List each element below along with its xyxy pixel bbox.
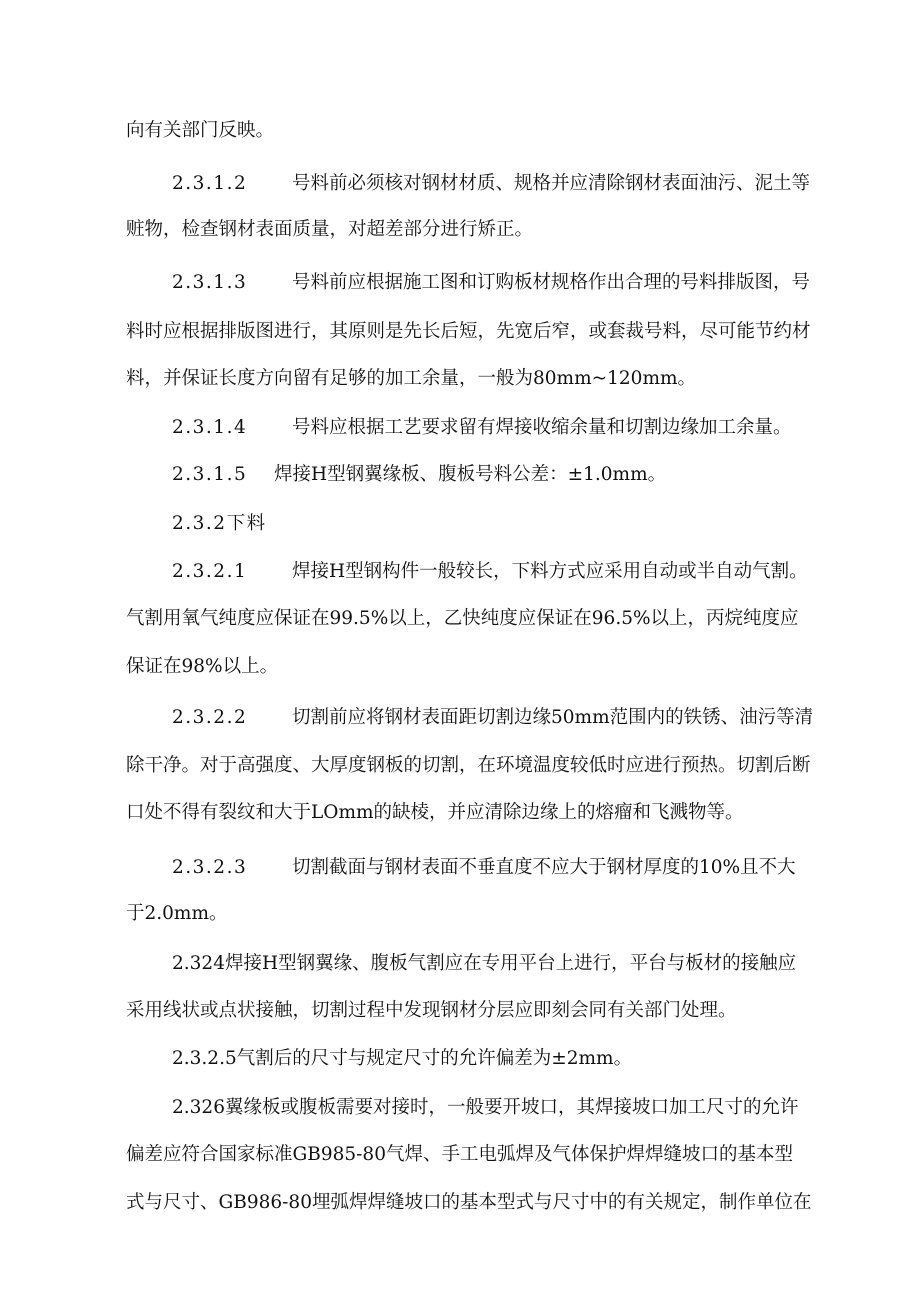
text-line — [0, 1047, 920, 1087]
text-line — [0, 801, 920, 841]
paragraph-text: 焊接H型钢构件一般较长，下料方式应采用自动或半自动气割。 — [292, 561, 808, 582]
paragraph-text: 号料前必须核对钢材材质、规格并应清除钢材表面油污、泥土等 — [292, 173, 811, 194]
paragraph-text: 2.326翼缘板或腹板需要对接时，一般要开坡口，其焊接坡口加工尺寸的允许 — [172, 1097, 799, 1118]
paragraph-text: 料时应根据排版图进行，其原则是先长后短，先宽后窄，或套裁号料，尽可能节约材 — [126, 321, 811, 342]
paragraph-text: 采用线状或点状接触，切割过程中发现钢材分层应即刻会同有关部门处理。 — [126, 1000, 737, 1021]
paragraph-text: 赃物，检查钢材表面质量，对超差部分进行矫正。 — [126, 219, 534, 240]
text-line — [0, 1191, 920, 1231]
text-line — [0, 320, 920, 360]
text-line — [0, 1143, 920, 1183]
paragraph-text: 偏差应符合国家标准GB985-80气焊、手工电弧焊及气体保护焊焊缝坡口的基本型 — [126, 1144, 793, 1165]
text-line — [0, 856, 920, 896]
text-line — [0, 902, 920, 942]
section-heading — [0, 512, 920, 552]
text-line — [0, 952, 920, 992]
text-line — [0, 218, 920, 258]
paragraph-text: 向有关部门反映。 — [126, 120, 275, 141]
paragraph-text: 号料应根据工艺要求留有焊接收缩余量和切割边缘加工余量。 — [292, 417, 792, 438]
clause-number: 2.3.1.2 — [172, 173, 248, 194]
section-heading-text: 2.3.2下料 — [172, 513, 267, 534]
paragraph-text: 2.3.2.5气割后的尺寸与规定尺寸的允许偏差为±2mm。 — [172, 1048, 633, 1069]
text-line — [0, 655, 920, 695]
text-line — [0, 271, 920, 311]
paragraph-text: 焊接H型钢翼缘板、腹板号料公差：±1.0mm。 — [274, 464, 667, 485]
paragraph-text: 口处不得有裂纹和大于LOmm的缺棱，并应清除边缘上的熔瘤和飞溅物等。 — [126, 802, 744, 823]
text-line — [0, 119, 920, 159]
paragraph-text: 切割截面与钢材表面不垂直度不应大于钢材厚度的10%且不大 — [292, 857, 796, 878]
text-line — [0, 1096, 920, 1136]
text-line — [0, 463, 920, 503]
paragraph-text: 保证在98%以上。 — [126, 656, 279, 677]
paragraph-text: 料，并保证长度方向留有足够的加工余量，一般为80mm~120mm。 — [126, 368, 697, 389]
clause-number: 2.3.1.5 — [172, 464, 248, 485]
paragraph-text: 除干净。对于高强度、大厚度钢板的切割，在环境温度较低时应进行预热。切割后断 — [126, 755, 811, 776]
text-line — [0, 560, 920, 600]
text-line — [0, 367, 920, 407]
paragraph-text: 号料前应根据施工图和订购板材规格作出合理的号料排版图，号 — [292, 272, 811, 293]
paragraph-text: 气割用氧气纯度应保证在99.5%以上，乙快纯度应保证在96.5%以上，丙烷纯度应 — [126, 608, 799, 629]
text-line — [0, 416, 920, 456]
text-line — [0, 172, 920, 212]
text-line — [0, 706, 920, 746]
paragraph-text: 式与尺寸、GB986-80埋弧焊焊缝坡口的基本型式与尺寸中的有关规定，制作单位在 — [126, 1192, 812, 1213]
clause-number: 2.3.1.4 — [172, 417, 248, 438]
text-line — [0, 607, 920, 647]
paragraph-text: 切割前应将钢材表面距切割边缘50mm范围内的铁锈、油污等清 — [292, 707, 814, 728]
text-line — [0, 754, 920, 794]
paragraph-text: 2.324焊接H型钢翼缘、腹板气割应在专用平台上进行，平台与板材的接触应 — [172, 953, 797, 974]
text-line — [0, 999, 920, 1039]
paragraph-text: 于2.0mm。 — [126, 903, 228, 924]
clause-number: 2.3.2.1 — [172, 561, 248, 582]
clause-number: 2.3.1.3 — [172, 272, 248, 293]
clause-number: 2.3.2.3 — [172, 857, 248, 878]
clause-number: 2.3.2.2 — [172, 707, 248, 728]
